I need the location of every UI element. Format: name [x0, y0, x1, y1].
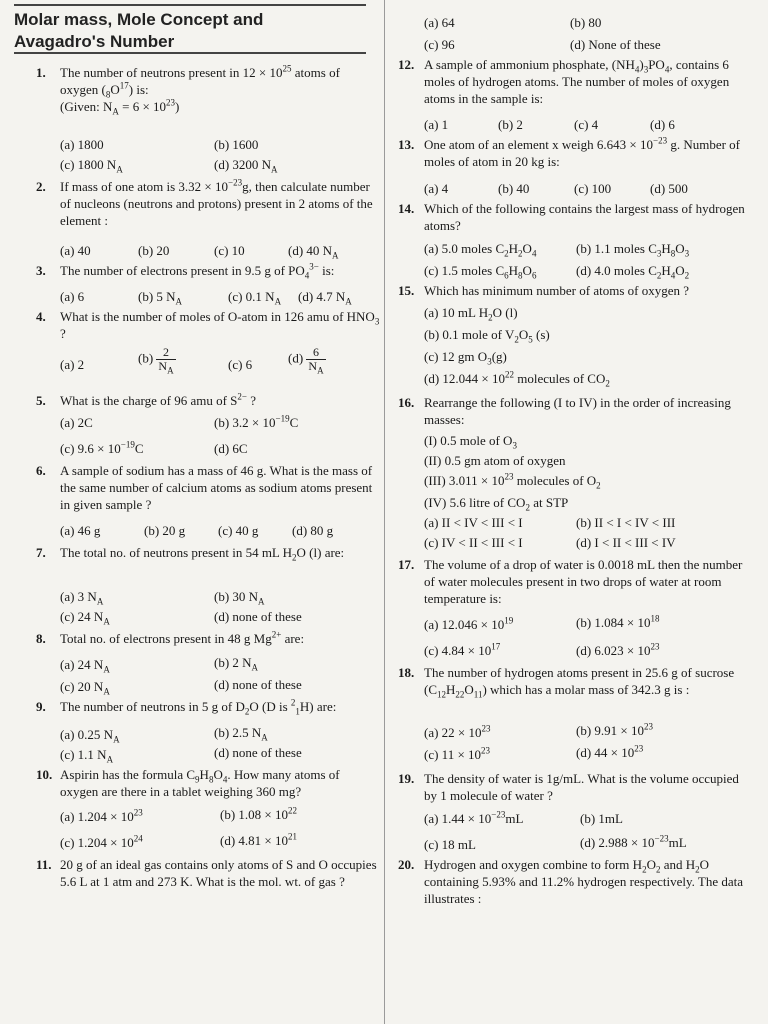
option-b[interactable]: (b) 80: [570, 15, 602, 30]
option-d[interactable]: (d) $44 \times 10^{23}$: [576, 743, 644, 760]
option-c[interactable]: (c) 12 gm $O_3(g)$: [424, 349, 507, 367]
question-stem: 20 g of an ideal gas contains only atoms of S and O occupies 5.6 L at 1 atm and 273 K. What is the mol. wt. of gas ?: [60, 857, 377, 889]
item-iv: (IV) 5.6 litre of $CO_2$ at STP: [424, 495, 569, 513]
option-d[interactable]: (d) 6: [650, 117, 675, 132]
question-stem: One atom of an element x weigh $6.643 \times 10^{-23}$ g. Number of moles of atom in 20 kg is:: [424, 135, 741, 169]
option-b[interactable]: (b) 40: [498, 181, 530, 196]
option-a[interactable]: (a) 24 $N_A$: [60, 657, 110, 675]
question-stem: The volume of a drop of water is 0.0018 mL then the number of water molecules present in two drops of water at room temperature is:: [424, 557, 743, 606]
section-header: [14, 4, 366, 54]
option-b[interactable]: (b) II < I < IV < III: [576, 515, 676, 530]
option-a[interactable]: (a) 2C: [60, 415, 93, 430]
option-b[interactable]: (b) $3.2 \times 10^{-19}C$: [214, 413, 299, 430]
option-a[interactable]: (a) 0.25 $N_A$: [60, 727, 120, 745]
question-stem: The number of neutrons in 5 g of $D_2O$ (D is $^2_1$H) are:: [60, 697, 337, 717]
option-c[interactable]: (c) 18 mL: [424, 837, 476, 852]
option-b[interactable]: (b) 2: [498, 117, 523, 132]
option-a[interactable]: (a) 5.0 moles $C_2H_2O_4$: [424, 241, 537, 259]
question-stem: A sample of ammonium phosphate, $(NH_4)_3PO_4$, contains 6 moles of hydrogen atoms. The number of moles of oxygen atoms in the sample is:: [424, 57, 730, 106]
question-stem: A sample of sodium has a mass of 46 g. What is the mass of the same number of calcium atoms as sodium atoms present in given sample ?: [60, 463, 373, 512]
column-divider: [384, 0, 385, 1024]
option-a[interactable]: (a) 1800: [60, 137, 104, 152]
option-a[interactable]: (a) 40: [60, 243, 91, 258]
option-a[interactable]: (a) $1.204 \times 10^{23}$: [60, 807, 143, 824]
option-d[interactable]: (d) I < II < III < IV: [576, 535, 676, 550]
option-d[interactable]: (d) none of these: [214, 677, 302, 692]
option-b[interactable]: (b) $1.08 \times 10^{22}$: [220, 805, 297, 822]
option-b[interactable]: (b) 30 $N_A$: [214, 589, 265, 607]
option-a[interactable]: (a) 4: [424, 181, 449, 196]
option-c[interactable]: (c) 6: [228, 357, 253, 372]
question-stem: Which has minimum number of atoms of oxygen ?: [424, 283, 690, 298]
question-stem: The number of hydrogen atoms present in 25.6 g of sucrose $(C_{12}H_{22}O_{11})$ which has a molar mass of 342.3 g is :: [424, 665, 735, 700]
option-c[interactable]: (c) 24 $N_A$: [60, 609, 110, 627]
option-b[interactable]: (b) $\frac{2}{N_A}$: [138, 345, 174, 376]
option-d[interactable]: (d) 3200 $N_A$: [214, 157, 278, 175]
option-d[interactable]: (d) 40 $N_A$: [288, 243, 339, 261]
question-stem: The total no. of neutrons present in 54 mL $H_2O$ (l) are:: [60, 545, 345, 563]
question-stem: Which of the following contains the largest mass of hydrogen atoms?: [424, 201, 745, 233]
option-c[interactable]: (c) 96: [424, 37, 455, 52]
option-d[interactable]: (d) None of these: [570, 37, 661, 52]
option-c[interactable]: (c) $9.6 \times 10^{-19}C$: [60, 439, 144, 456]
option-d[interactable]: (d) 4.7 $N_A$: [298, 289, 352, 307]
item-ii: (II) 0.5 gm atom of oxygen: [424, 453, 566, 468]
question-stem: What is the number of moles of O-atom in 126 amu of $HNO_3$ ?: [60, 309, 380, 341]
option-a[interactable]: (a) 10 mL $H_2O$ (l): [424, 305, 518, 323]
option-b[interactable]: (b) 2.5 $N_A$: [214, 725, 268, 743]
option-a[interactable]: (a) 64: [424, 15, 455, 30]
option-b[interactable]: (b) 20: [138, 243, 170, 258]
option-d[interactable]: (d) 80 g: [292, 523, 334, 538]
option-a[interactable]: (a) 3 $N_A$: [60, 589, 104, 607]
option-c[interactable]: (c) 10: [214, 243, 245, 258]
option-d[interactable]: (d) $6.023 \times 10^{23}$: [576, 641, 660, 658]
option-b[interactable]: (b) 1.1 moles $C_3H_8O_3$: [576, 241, 690, 259]
option-c[interactable]: (c) $4.84 \times 10^{17}$: [424, 641, 501, 658]
option-a[interactable]: (a) 2: [60, 357, 85, 372]
header-line-2: Avagadro's Number: [14, 32, 175, 51]
option-a[interactable]: (a) 6: [60, 289, 85, 304]
option-d[interactable]: (d) 500: [650, 181, 688, 196]
question-stem: The number of neutrons present in $12 \times 10^{25}$ atoms of oxygen $(_8O^{17})$ is: (Given: $N_A = 6 \times 10^{23}$): [60, 63, 340, 117]
option-b[interactable]: (b) 2 $N_A$: [214, 655, 259, 673]
option-d[interactable]: (d) $12.044 \times 10^{22}$ molecules of $CO_2$: [424, 369, 610, 389]
option-c[interactable]: (c) 100: [574, 181, 612, 196]
option-d[interactable]: (d) 4.0 moles $C_2H_4O_2$: [576, 263, 690, 281]
option-b[interactable]: (b) 1600: [214, 137, 259, 152]
item-i: (I) 0.5 mole of $O_3$: [424, 433, 517, 451]
option-b[interactable]: (b) $1.084 \times 10^{18}$: [576, 613, 660, 630]
option-a[interactable]: (a) 1: [424, 117, 449, 132]
question-stem: Aspirin has the formula $C_9H_8O_4$. How many atoms of oxygen are there in a tablet weighing 360 mg?: [60, 767, 340, 799]
option-a[interactable]: (a) 46 g: [60, 523, 101, 538]
option-d[interactable]: (d) 6C: [214, 441, 248, 456]
option-c[interactable]: (c) 1.5 moles $C_6H_8O_6$: [424, 263, 537, 281]
option-d[interactable]: (d) none of these: [214, 609, 302, 624]
question-stem: What is the charge of 96 amu of $S^{2-}$ ?: [60, 391, 256, 408]
option-c[interactable]: (c) 40 g: [218, 523, 259, 538]
option-b[interactable]: (b) 20 g: [144, 523, 186, 538]
option-a[interactable]: (a) $12.046 \times 10^{19}$: [424, 615, 514, 632]
option-c[interactable]: (c) $11 \times 10^{23}$: [424, 745, 491, 762]
question-stem: The density of water is 1g/mL. What is the volume occupied by 1 molecule of water ?: [424, 771, 739, 803]
item-iii: (III) $3.011 \times 10^{23}$ molecules of $O_2$: [424, 471, 601, 491]
option-b[interactable]: (b) 0.1 mole of $V_2O_5$ (s): [424, 327, 550, 345]
option-c[interactable]: (c) 4: [574, 117, 599, 132]
option-c[interactable]: (c) 0.1 $N_A$: [228, 289, 282, 307]
option-d[interactable]: (d) $\frac{6}{N_A}$: [288, 345, 324, 376]
option-b[interactable]: (b) $9.91 \times 10^{23}$: [576, 721, 653, 738]
option-d[interactable]: (d) $4.81 \times 10^{21}$: [220, 831, 297, 848]
question-stem: If mass of one atom is $3.32 \times 10^{-23}g$, then calculate number of nucleons (neutrons and protons) present in 2 atoms of the element :: [60, 177, 373, 228]
question-stem: Rearrange the following (I to IV) in the order of increasing masses:: [424, 395, 731, 427]
option-a[interactable]: (a) $1.44 \times 10^{-23}mL$: [424, 809, 524, 826]
page: Molar mass, Mole Concept and Avagadro's Number 1. The number of neutrons present in $12 \times 10^{25}$ atoms of oxygen $(_8O^{17})$ is: (Given: $N_A = 6 \times 10^{23}$) (a) 1800 (b) 1600 (c) 1800 $N_A$ (d) 3200 $N_A$ 2. If mass of one atom is $3.32 \times 10^{-23}g$, then calculate number of nucleons (neutrons and protons) present in 2 atoms of the element : (a) 40 (b) 20 (c) 10 (d) 40 $N_A$ 3. The number of electrons present in 9.5 g of $PO_4^{3-}$ is: (a) 6 (b) 5 $N_A$ (c) 0.1 $N_A$ (d) 4.7 $N_A$ 4. What is the number of moles of O-atom in 126 amu of $HNO_3$ ? (a) 2 (b) $\frac{2}{N_A}$ (c) 6 (d) $\frac{6}{N_A}$ 5. What is the charge of 96 amu of $S^{2-}$ ? (a) 2C (b) $3.2 \times 10^{-19}C$ (c) $9.6 \times 10^{-19}C$ (d) 6C 6. A sample of sodium has a mass of 46 g. What is the mass of the same number of calcium atoms as sodium atoms present in given sample ? (a) 46 g (b) 20 g (c) 40 g (d) 80 g 7. The total no. of neutrons present in 54 mL $H_2O$ (l) are: (a) 3 $N_A$ (b) 30 $N_A$ (c) 24 $N_A$ (d) none of these 8. Total no. of electrons present in 48 g $Mg^{2+}$ are: (a) 24 $N_A$ (b) 2 $N_A$ (c) 20 $N_A$ (d) none of these 9. The number of neutrons in 5 g of $D_2O$ (D is $^2_1$H) are: (a) 0.25 $N_A$ (b) 2.5 $N_A$ (c) 1.1 $N_A$ (d) none of these 10. Aspirin has the formula $C_9H_8O_4$. How many atoms of oxygen are there in a tablet weighing 360 mg? (a) $1.204 \times 10^{23}$ (b) $1.08 \times 10^{22}$ (c) $1.204 \times 10^{24}$ (d) $4.81 \times 10^{21}$ 11. 20 g of an ideal gas contains only atoms of S and O occupies 5.6 L at 1 atm and 273 K. What is the mol. wt. of gas ? (a) 64 (b) 80 (c) 96 (d) None of these 12. A sample of ammonium phosphate, $(NH_4)_3PO_4$, contains 6 moles of hydrogen atoms. The number of moles of oxygen atoms in the sample is: (a) 1 (b) 2 (c) 4 (d) 6 13. One atom of an element x weigh $6.643 \times 10^{-23}$ g. Number of moles of atom in 20 kg is: (a) 4 (b) 40 (c) 100 (d) 500 14. Which of the following contains the largest mass of hydrogen atoms? (a) 5.0 moles $C_2H_2O_4$ (b) 1.1 moles $C_3H_8O_3$ (c) 1.5 moles $C_6H_8O_6$ (d) 4.0 moles $C_2H_4O_2$ 15. Which has minimum number of atoms of oxygen ? (a) 10 mL $H_2O$ (l) (b) 0.1 mole of $V_2O_5$ (s) (c) 12 gm $O_3(g)$ (d) $12.044 \times 10^{22}$ molecules of $CO_2$ 16. Rearrange the following (I to IV) in the order of increasing masses: (I) 0.5 mole of $O_3$ (II) 0.5 gm atom of oxygen (III) $3.011 \times 10^{23}$ molecules of $O_2$ (IV) 5.6 litre of $CO_2$ at STP (a) II < IV < III < I (b) II < I < IV < III (c) IV < II < III < I (d) I < II < III < IV 17. The volume of a drop of water is 0.0018 mL then the number of water molecules present in two drops of water at room temperature is: (a) $12.046 \times 10^{19}$ (b) $1.084 \times 10^{18}$ (c) $4.84 \times 10^{17}$ (d) $6.023 \times 10^{23}$ 18. The number of hydrogen atoms present in 25.6 g of sucrose $(C_{12}H_{22}O_{11})$ which has a molar mass of 342.3 g is : (a) $22 \times 10^{23}$ (b) $9.91 \times 10^{23}$ (c) $11 \times 10^{23}$ (d) $44 \times 10^{23}$ 19. The density of water is 1g/mL. What is the volume occupied by 1 molecule of water ? (a) $1.44 \times 10^{-23}mL$ (b) 1mL (c) 18 mL (d) $2.988 \times 10^{-23}mL$ 20. Hydrogen and oxygen combine to form $H_2O_2$ and $H_2O$ containing 5.93% and 11.2% hydrogen respectively. The data illustrates :: [0, 0, 768, 1024]
question-stem: Total no. of electrons present in 48 g $Mg^{2+}$ are:: [60, 629, 305, 646]
option-d[interactable]: (d) $2.988 \times 10^{-23}mL$: [580, 833, 687, 850]
option-b[interactable]: (b) 5 $N_A$: [138, 289, 183, 307]
option-d[interactable]: (d) none of these: [214, 745, 302, 760]
option-c[interactable]: (c) $1.204 \times 10^{24}$: [60, 833, 143, 850]
option-c[interactable]: (c) 20 $N_A$: [60, 679, 110, 697]
header-line-1: Molar mass, Mole Concept and: [14, 10, 264, 29]
option-b[interactable]: (b) 1mL: [580, 811, 623, 826]
option-a[interactable]: (a) II < IV < III < I: [424, 515, 523, 530]
option-c[interactable]: (c) 1800 $N_A$: [60, 157, 123, 175]
option-a[interactable]: (a) $22 \times 10^{23}$: [424, 723, 491, 740]
option-c[interactable]: (c) 1.1 $N_A$: [60, 747, 114, 765]
option-c[interactable]: (c) IV < II < III < I: [424, 535, 523, 550]
question-stem: Hydrogen and oxygen combine to form $H_2O_2$ and $H_2O$ containing 5.93% and 11.2% hydrogen respectively. The data illustrates :: [424, 857, 744, 906]
question-stem: The number of electrons present in 9.5 g of $PO_4^{3-}$ is:: [60, 261, 335, 281]
